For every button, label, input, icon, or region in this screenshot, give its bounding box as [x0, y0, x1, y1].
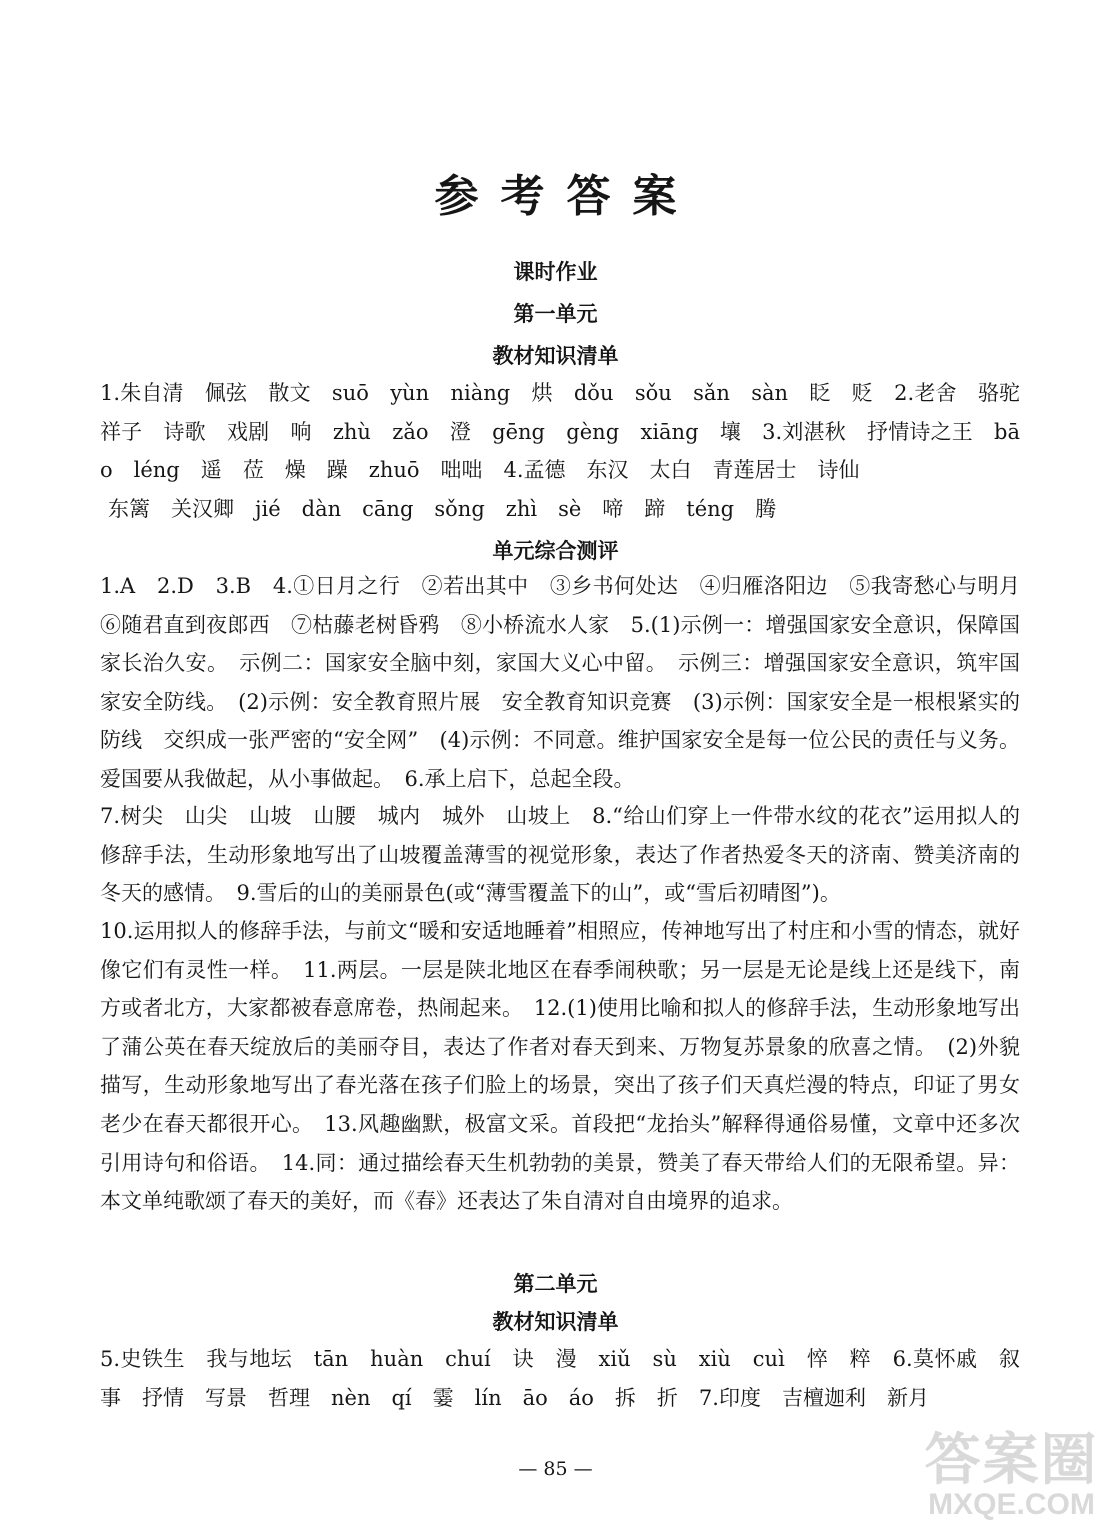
unit1-review-title: 单元综合测评 [492, 538, 619, 563]
page-title: 参考答案 [434, 171, 699, 222]
unit1-checklist-text: 1.朱自清 佩弦 散文 suō yùn niàng 烘 dǒu sǒu sǎn sàn 眨 贬 2.老舍 骆驼祥子 诗歌 戏剧 响 zhù zǎo 澄 gēng gèng xiāng 壤 3.刘湛秋 抒情诗之王 bāo léng 遥 莅 燥 躁 zhuō 咄咄 4.孟德 东汉 太白 青莲居士 诗仙 [100, 381, 1020, 483]
page-number: — 85 — [518, 1458, 593, 1480]
unit1-review-text: 1.A 2.D 3.B 4.①日月之行 ②若出其中 ③乡书何处达 ④归雁洛阳边 ⑤我寄愁心与明月 ⑥随君直到夜郎西 ⑦枯藤老树昏鸦 ⑧小桥流水人家 5.(1)示例一：增强国家安全意识，保障国家长治久安。 示例二：国家安全脑中刻，家国大义心中留。 示例三：增强国家安全意识，筑牢国家安全防线。 (2)示例：安全教育照片展 安全教育知识竞赛 (3)示例：国家安全是一根根紧实的防线 交织成一张严密的“安全网” (4)示例：不同意。维护国家安全是每一位公民的责任与义务。爱国要从我做起，从小事做起。 6.承上启下，总起全段。 [100, 574, 1041, 791]
unit1-checklist-text-cont: 东篱 关汉卿 jié dàn cāng sǒng zhì sè 啼 蹄 téng 腾 [108, 497, 777, 521]
unit1-review-text-2: 7.树尖 山尖 山坡 山腰 城内 城外 山坡上 8.“给山们穿上一件带水纹的花衣”运用拟人的修辞手法，生动形象地写出了山坡覆盖薄雪的视觉形象，表达了作者热爱冬天的济南、赞美济南的冬天的感情。 9.雪后的山的美丽景色(或“薄雪覆盖下的山”，或“雪后初晴图”)。 [100, 804, 1020, 906]
watermark-url: MXQE.COM [928, 1488, 1095, 1521]
unit1-title: 第一单元 [513, 301, 598, 326]
watermark-text: 答案圈 [924, 1428, 1099, 1493]
unit2-title: 第二单元 [513, 1271, 598, 1296]
unit2-checklist-text: 5.史铁生 我与地坛 tān huàn chuí 诀 漫 xiǔ sù xiù cuì 悴 粹 6.莫怀戚 叙事 抒情 写景 哲理 nèn qí 霎 lín āo áo 拆 折 7.印度 吉檀迦利 新月 [100, 1347, 1020, 1410]
unit1-checklist-title: 教材知识清单 [492, 343, 619, 368]
watermark-logo [924, 1416, 1099, 1526]
section-header: 课时作业 [513, 259, 598, 284]
unit2-checklist-title: 教材知识清单 [492, 1309, 619, 1334]
unit1-review-text-3: 10.运用拟人的修辞手法，与前文“暖和安适地睡着”相照应，传神地写出了村庄和小雪的情态，就好像它们有灵性一样。 11.两层。一层是陕北地区在春季闹秧歌；另一层是无论是线上还是线下，南方或者北方，大家都被春意席卷，热闹起来。 12.(1)使用比喻和拟人的修辞手法，生动形象地写出了蒲公英在春天绽放后的美丽夺目，表达了作者对春天到来、万物复苏景象的欣喜之情。 (2)外貌描写，生动形象地写出了春光落在孩子们脸上的场景，突出了孩子们天真烂漫的特点，印证了男女老少在春天都很开心。 13.风趣幽默，极富文采。首段把“龙抬头”解释得通俗易懂，文章中还多次引用诗句和俗语。 14.同：通过描绘春天生机勃勃的美景，赞美了春天带给人们的无限希望。异：本文单纯歌颂了春天的美好，而《春》还表达了朱自清对自由境界的追求。 [100, 919, 1020, 1214]
